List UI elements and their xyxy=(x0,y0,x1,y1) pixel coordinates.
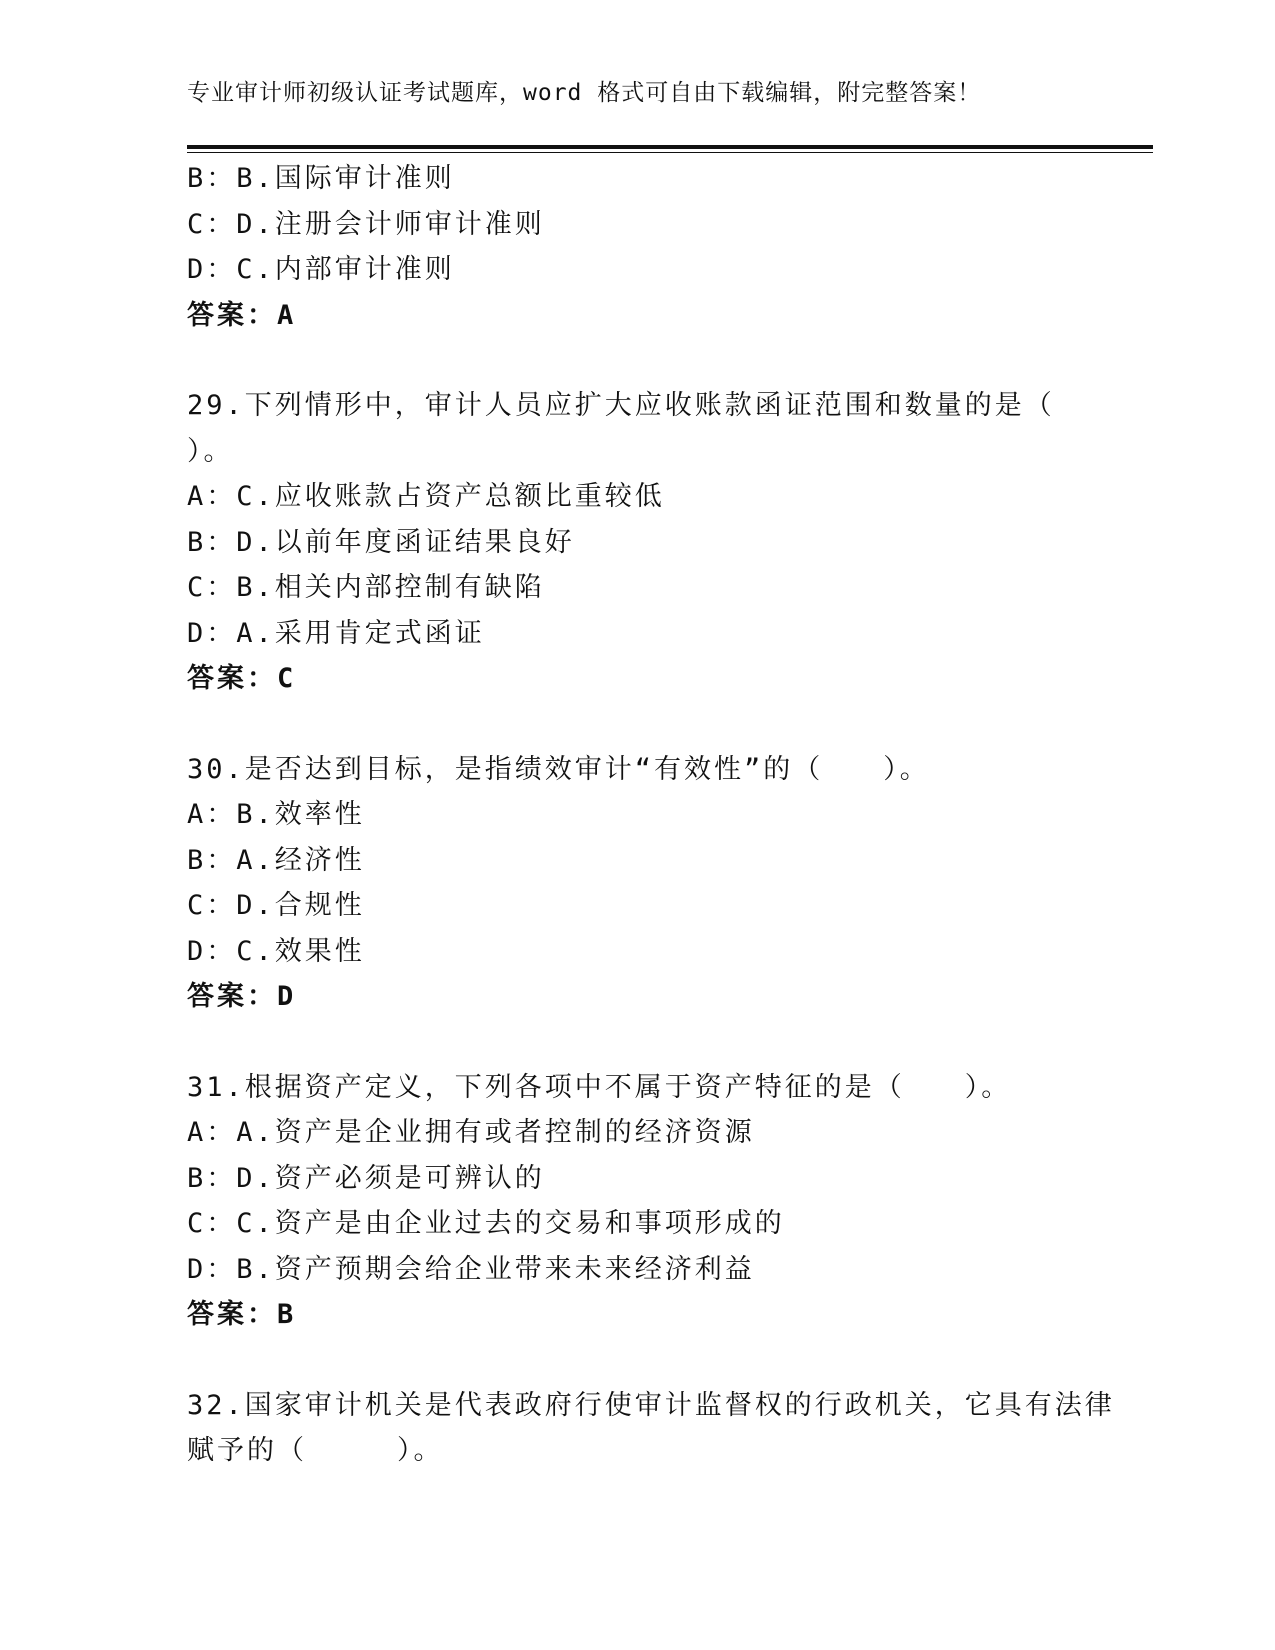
spacer xyxy=(187,1338,1087,1383)
option-d: D：B.资产预期会给企业带来未来经济利益 xyxy=(187,1253,755,1285)
header-rule-thin xyxy=(187,152,1153,153)
question-text-cont: ）。 xyxy=(187,435,234,467)
spacer xyxy=(187,702,1087,747)
option-d: D：C.内部审计准则 xyxy=(187,254,455,285)
partial-question-28 xyxy=(187,156,1087,338)
question-text: 29.下列情形中，审计人员应扩大应收账款函证范围和数量的是（ xyxy=(187,390,1055,421)
option-a: A：C.应收账款占资产总额比重较低 xyxy=(187,481,665,512)
question-text: 32.国家审计机关是代表政府行使审计监督权的行政机关，它具有法律 xyxy=(187,1389,1115,1421)
question-text: 31.根据资产定义，下列各项中不属于资产特征的是（ ）。 xyxy=(187,1071,1012,1103)
spacer xyxy=(187,1020,1087,1065)
question-32 xyxy=(187,1383,1115,1474)
option-c: C：C.资产是由企业过去的交易和事项形成的 xyxy=(187,1208,785,1239)
option-b: B：A.经济性 xyxy=(187,844,365,876)
option-c: C：D.注册会计师审计准则 xyxy=(187,208,545,240)
option-b: B：D.以前年度函证结果良好 xyxy=(187,526,575,558)
answer: 答案：D xyxy=(187,981,297,1012)
option-b: B：D.资产必须是可辨认的 xyxy=(187,1162,545,1194)
answer: 答案：C xyxy=(187,663,297,694)
page-header: 专业审计师初级认证考试题库，word 格式可自由下载编辑，附完整答案！ xyxy=(187,80,982,106)
option-a: A：A.资产是企业拥有或者控制的经济资源 xyxy=(187,1117,755,1148)
answer: 答案：B xyxy=(187,1299,297,1330)
option-c: C：B.相关内部控制有缺陷 xyxy=(187,572,545,603)
option-d: D：A.采用肯定式函证 xyxy=(187,617,485,649)
question-content xyxy=(187,156,1115,1474)
question-29 xyxy=(187,383,1087,702)
option-b: B：B.国际审计准则 xyxy=(187,163,455,194)
answer: 答案：A xyxy=(187,299,297,331)
option-a: A：B.效率性 xyxy=(187,799,365,830)
question-text-cont: 赋予的（ ）。 xyxy=(187,1435,444,1466)
option-d: D：C.效果性 xyxy=(187,935,365,967)
question-31 xyxy=(187,1065,1087,1338)
option-c: C：D.合规性 xyxy=(187,890,365,921)
question-text: 30.是否达到目标，是指绩效审计“有效性”的（ ）。 xyxy=(187,753,930,785)
header-rule-thick xyxy=(187,145,1153,149)
spacer xyxy=(187,338,1087,383)
question-30 xyxy=(187,747,1087,1020)
